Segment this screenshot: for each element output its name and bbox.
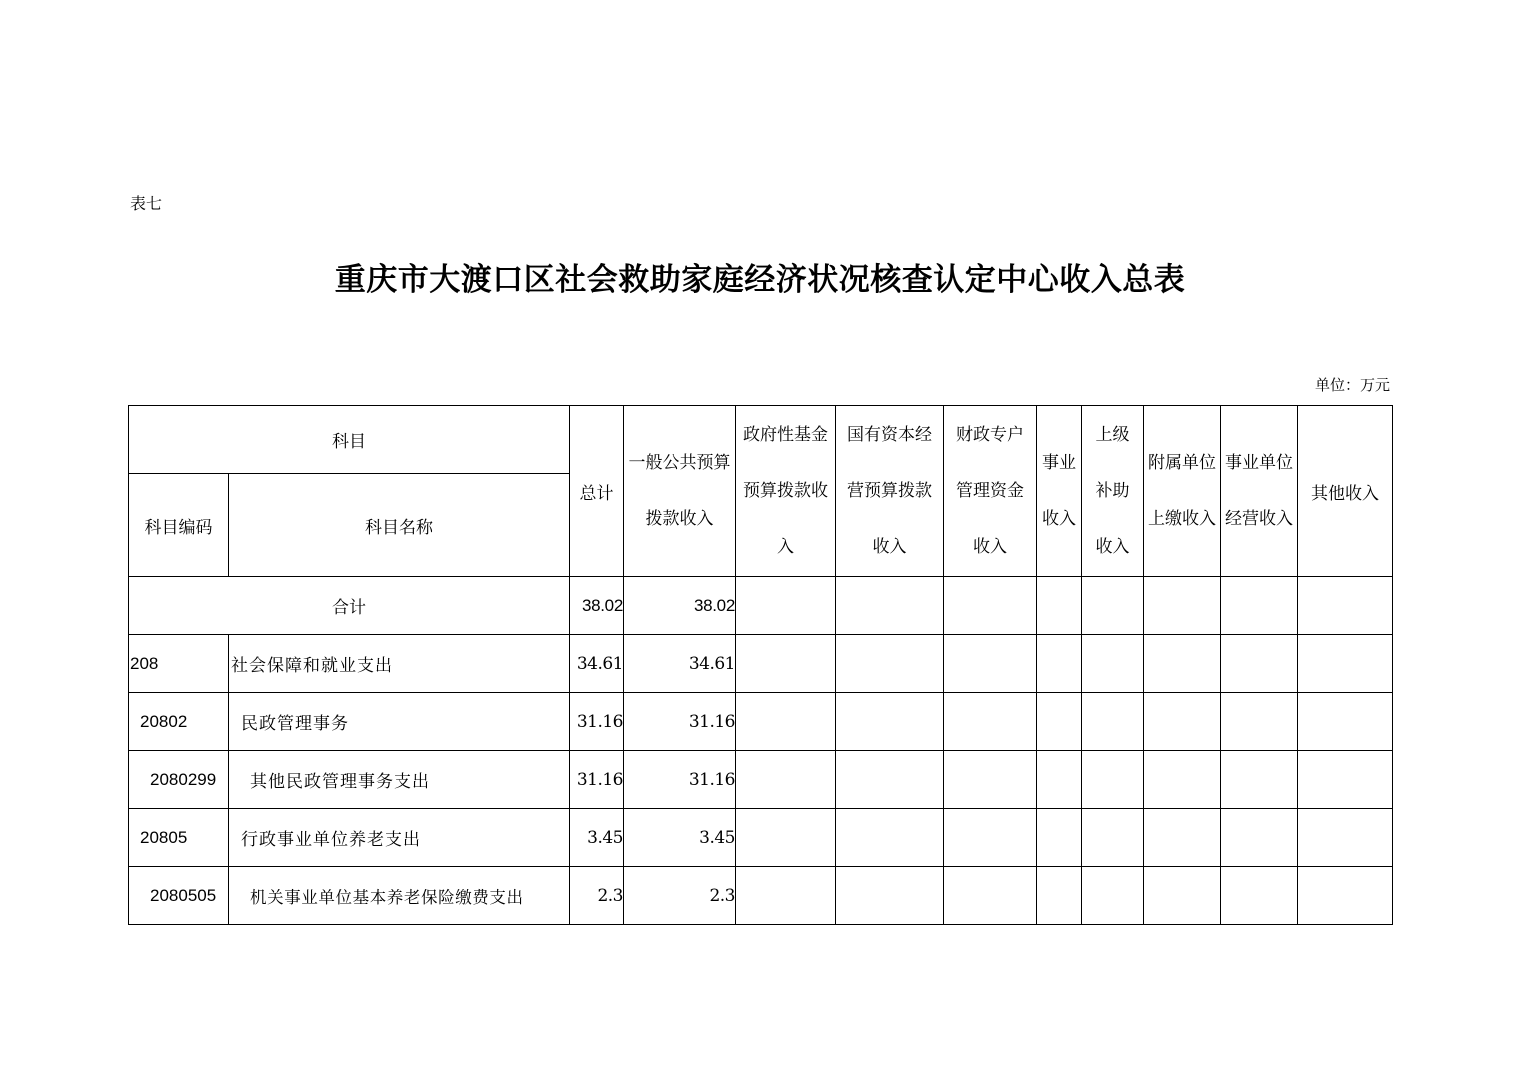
table-cell <box>1037 751 1082 809</box>
row-name: 社会保障和就业支出 <box>229 635 570 693</box>
table-cell <box>944 809 1037 867</box>
row-general-budget: 3.45 <box>624 809 736 867</box>
total-row-general-budget: 38.02 <box>624 577 736 635</box>
unit-label: 单位：万元 <box>1314 376 1390 394</box>
table-cell <box>736 809 836 867</box>
table-cell <box>944 693 1037 751</box>
header-gov-fund: 政府性基金预算拨款收入 <box>736 406 836 577</box>
table-row <box>129 693 1393 751</box>
row-name: 其他民政管理事务支出 <box>229 751 570 809</box>
table-cell <box>1298 577 1393 635</box>
table-cell <box>836 577 944 635</box>
total-row-total: 38.02 <box>570 577 624 635</box>
header-affiliated-unit: 附属单位上缴收入 <box>1144 406 1221 577</box>
table-cell <box>1144 693 1221 751</box>
page-title: 重庆市大渡口区社会救助家庭经济状况核查认定中心收入总表 <box>334 262 1186 298</box>
total-row-label: 合计 <box>129 577 570 635</box>
row-total: 34.61 <box>570 635 624 693</box>
table-cell <box>1037 809 1082 867</box>
table-number-label: 表七 <box>130 194 163 213</box>
table-row <box>129 751 1393 809</box>
header-general-budget: 一般公共预算拨款收入 <box>624 406 736 577</box>
header-state-capital: 国有资本经营预算拨款收入 <box>836 406 944 577</box>
table-cell <box>1144 577 1221 635</box>
table-cell <box>1221 867 1298 925</box>
table-cell <box>736 577 836 635</box>
table-cell <box>1298 867 1393 925</box>
total-row <box>129 577 1393 635</box>
row-code: 208 <box>129 635 229 693</box>
table-cell <box>836 751 944 809</box>
table-cell <box>736 693 836 751</box>
table-cell <box>1037 635 1082 693</box>
table-cell <box>1221 751 1298 809</box>
row-total: 3.45 <box>570 809 624 867</box>
table-cell <box>1082 635 1144 693</box>
table-cell <box>1144 635 1221 693</box>
table-cell <box>1298 635 1393 693</box>
table-cell <box>1221 693 1298 751</box>
table-cell <box>944 867 1037 925</box>
header-total: 总计 <box>570 406 624 577</box>
table-cell <box>736 867 836 925</box>
table-cell <box>836 693 944 751</box>
header-other-income: 其他收入 <box>1298 406 1393 577</box>
table-row <box>129 867 1393 925</box>
table-cell <box>1144 809 1221 867</box>
table-row <box>129 635 1393 693</box>
table-cell <box>1298 693 1393 751</box>
header-subject-code: 科目编码 <box>129 474 229 577</box>
header-subject-name: 科目名称 <box>229 474 570 577</box>
header-row-1 <box>129 406 1393 474</box>
header-business-operation: 事业单位经营收入 <box>1221 406 1298 577</box>
table-cell <box>944 751 1037 809</box>
row-total: 31.16 <box>570 751 624 809</box>
header-fiscal-special: 财政专户管理资金收入 <box>944 406 1037 577</box>
header-business-income: 事业收入 <box>1037 406 1082 577</box>
row-total: 2.3 <box>570 867 624 925</box>
row-general-budget: 34.61 <box>624 635 736 693</box>
table-cell <box>944 577 1037 635</box>
table-cell <box>1144 751 1221 809</box>
table-cell <box>836 809 944 867</box>
table-cell <box>1144 867 1221 925</box>
table-cell <box>1221 809 1298 867</box>
table-cell <box>944 635 1037 693</box>
income-summary-table <box>128 405 1393 925</box>
row-name: 行政事业单位养老支出 <box>229 809 570 867</box>
table-cell <box>1082 751 1144 809</box>
table-cell <box>1037 693 1082 751</box>
table-cell <box>1082 577 1144 635</box>
table-cell <box>836 635 944 693</box>
table-cell <box>1221 577 1298 635</box>
header-superior-subsidy: 上级补助收入 <box>1082 406 1144 577</box>
row-general-budget: 2.3 <box>624 867 736 925</box>
table-cell <box>1298 751 1393 809</box>
header-subject: 科目 <box>129 406 570 474</box>
table-cell <box>736 635 836 693</box>
row-name: 民政管理事务 <box>229 693 570 751</box>
row-general-budget: 31.16 <box>624 751 736 809</box>
table-cell <box>1037 577 1082 635</box>
row-general-budget: 31.16 <box>624 693 736 751</box>
table-cell <box>1082 809 1144 867</box>
table-cell <box>736 751 836 809</box>
row-code: 2080299 <box>129 751 229 809</box>
row-code: 2080505 <box>129 867 229 925</box>
table-cell <box>1082 867 1144 925</box>
row-code: 20802 <box>129 693 229 751</box>
table-row <box>129 809 1393 867</box>
row-code: 20805 <box>129 809 229 867</box>
table-cell <box>1298 809 1393 867</box>
table-cell <box>1037 867 1082 925</box>
table-cell <box>836 867 944 925</box>
table-cell <box>1221 635 1298 693</box>
row-name: 机关事业单位基本养老保险缴费支出 <box>229 867 570 925</box>
table-cell <box>1082 693 1144 751</box>
row-total: 31.16 <box>570 693 624 751</box>
